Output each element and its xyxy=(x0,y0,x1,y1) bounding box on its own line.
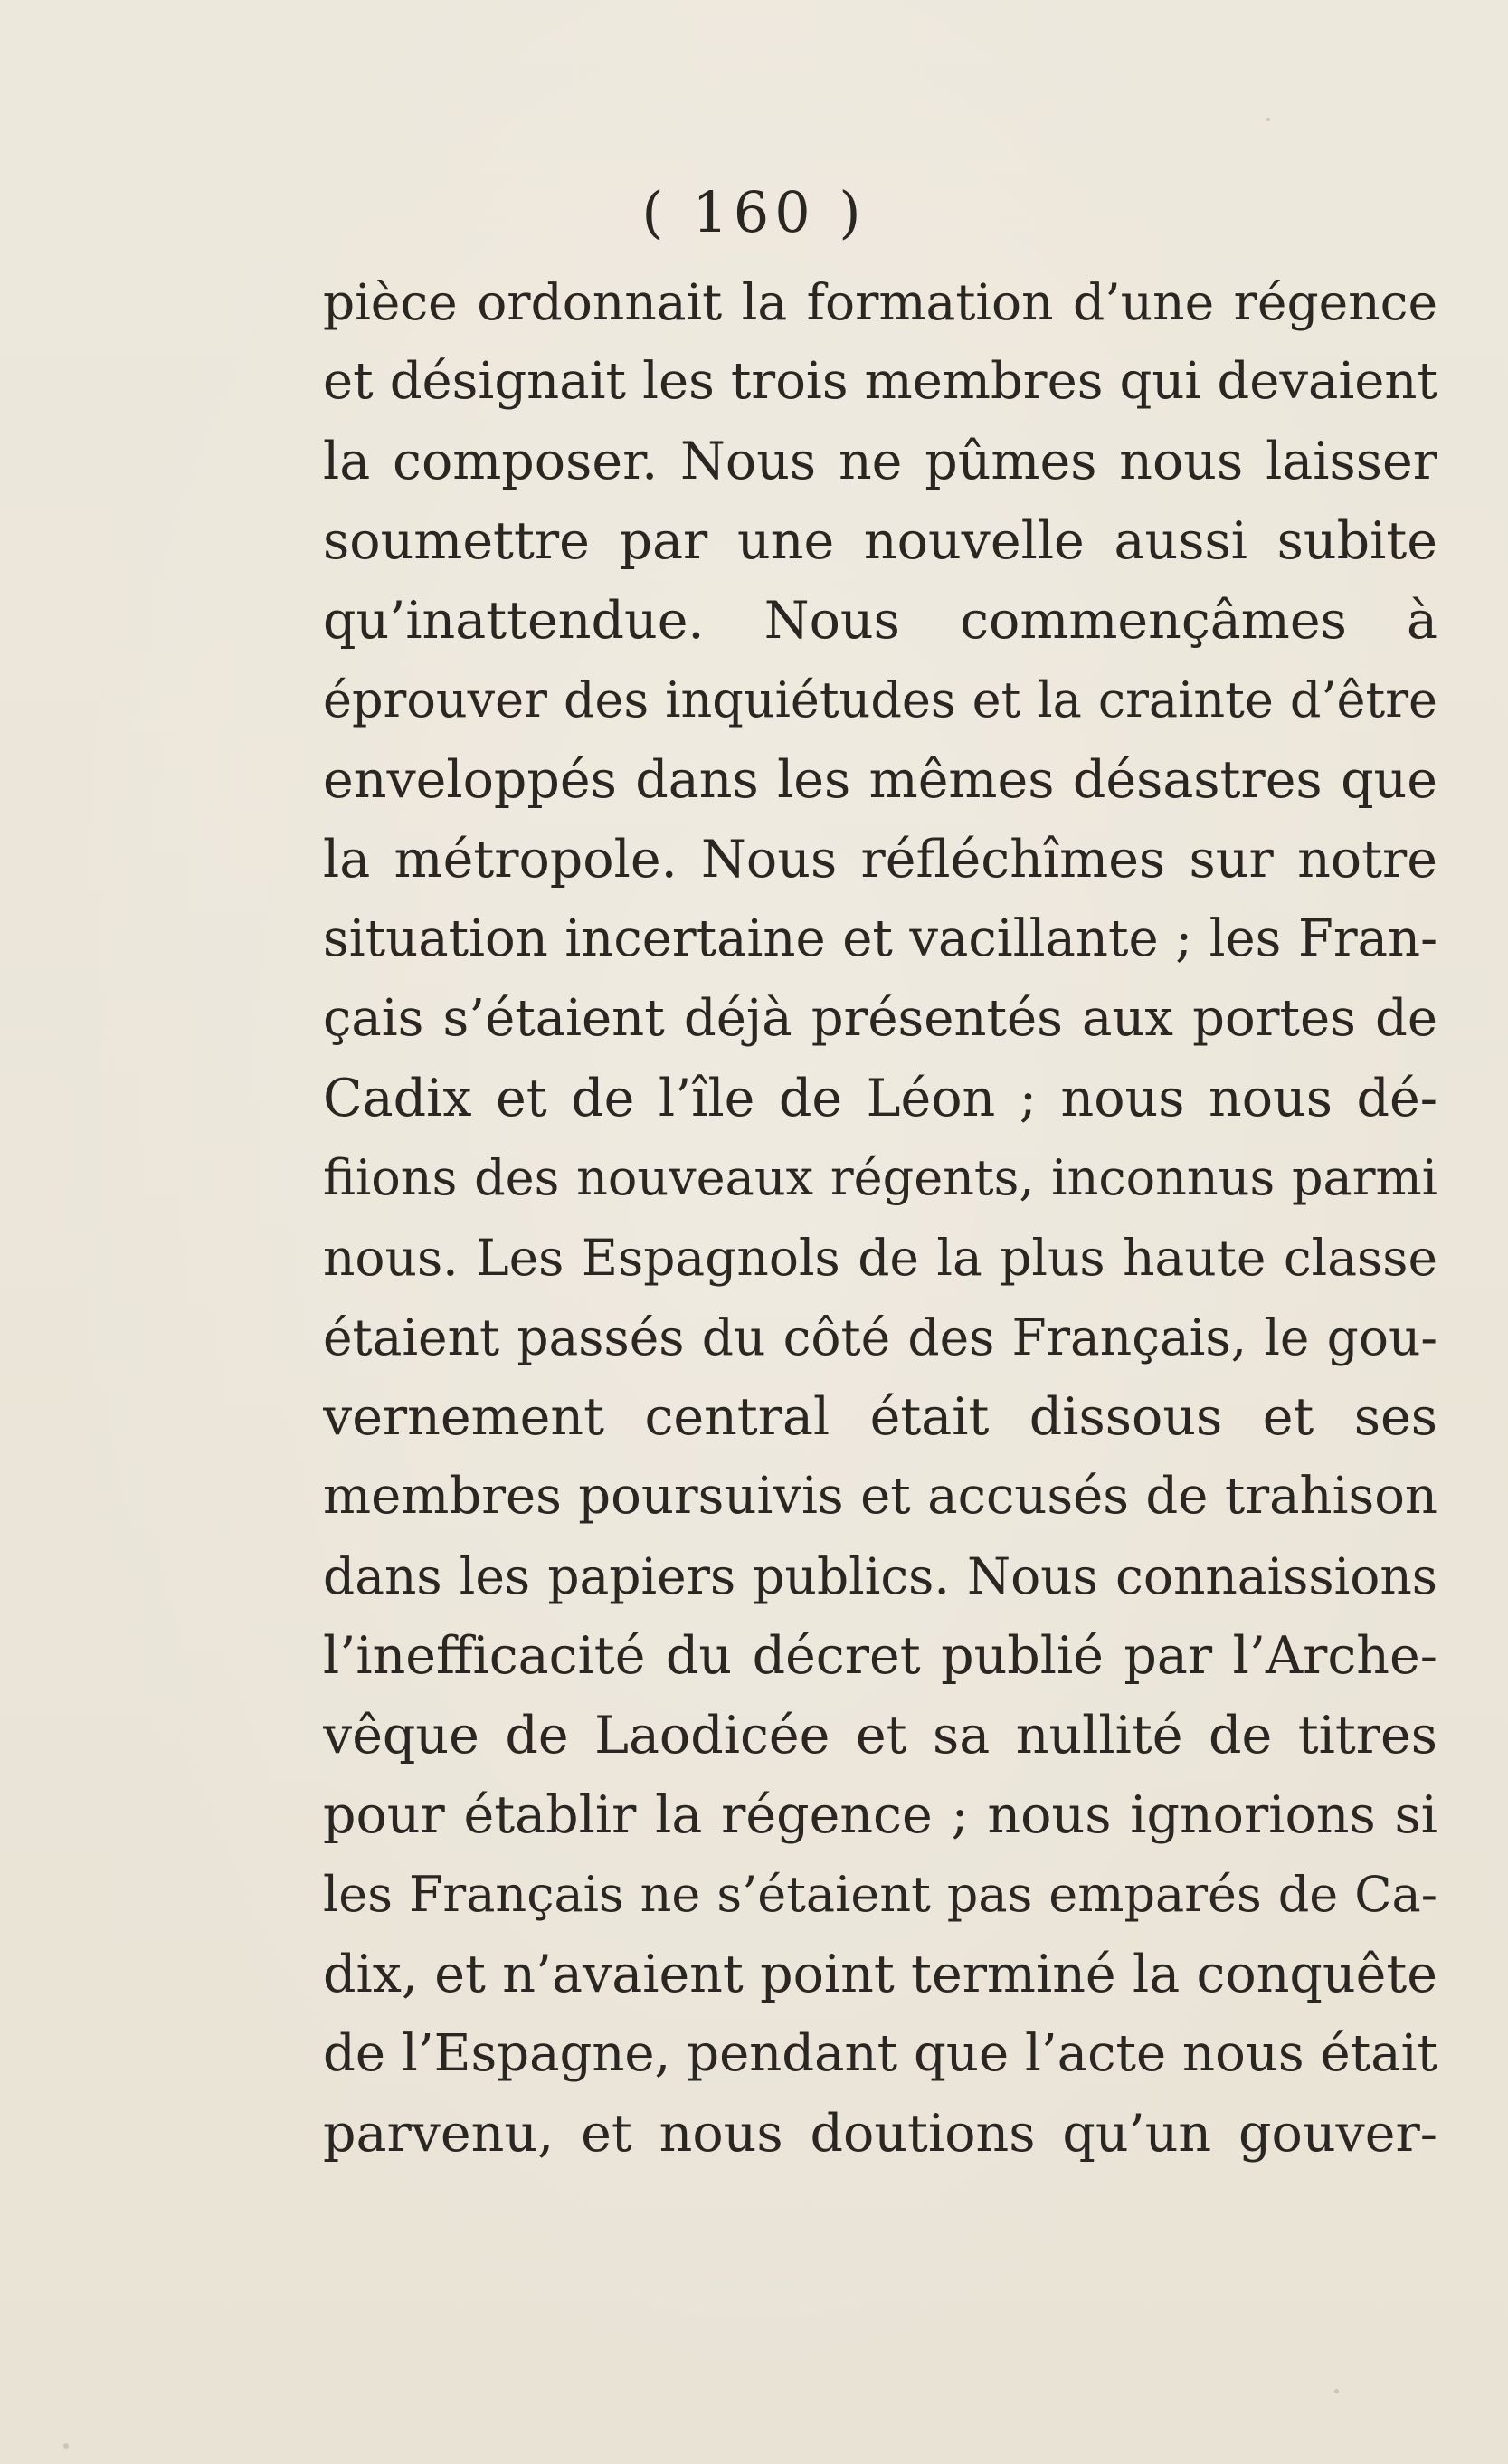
text-line: qu’inattendue. Nous commençâmes à xyxy=(323,591,1437,651)
text-line: nous. Les Espagnols de la plus haute classe xyxy=(323,1229,1437,1287)
paper-speck xyxy=(63,2443,69,2449)
text-line: pièce ordonnait la formation d’une régence xyxy=(323,273,1437,331)
body-text xyxy=(323,262,1437,2174)
text-line: fiions des nouveaux régents, inconnus parmi xyxy=(323,1149,1437,1206)
paper-speck xyxy=(1334,2389,1339,2393)
text-line: parvenu, et nous doutions qu’un gouver- xyxy=(323,2104,1437,2164)
text-line: vêque de Laodicée et sa nullité de titres xyxy=(323,1706,1437,1765)
text-line: étaient passés du côté des Français, le gou- xyxy=(323,1308,1437,1366)
text-line: enveloppés dans les mêmes désastres que xyxy=(323,750,1437,810)
text-line: dans les papiers publics. Nous connaissions xyxy=(323,1547,1437,1605)
text-line: situation incertaine et vacillante ; les Fran- xyxy=(323,909,1437,968)
text-line: éprouver des inquiétudes et la crainte d’être xyxy=(323,671,1437,728)
text-line: vernement central était dissous et ses xyxy=(323,1387,1437,1447)
text-line: la composer. Nous ne pûmes nous laisser xyxy=(323,432,1437,491)
page-number: ( 160 ) xyxy=(641,179,867,245)
text-line: de l’Espagne, pendant que l’acte nous était xyxy=(323,2024,1437,2083)
text-line: et désignait les trois membres qui devaient xyxy=(323,352,1437,411)
text-line: les Français ne s’étaient pas emparés de Ca- xyxy=(323,1866,1437,1923)
text-line: çais s’étaient déjà présentés aux portes de xyxy=(323,989,1437,1048)
text-line: pour établir la régence ; nous ignorions si xyxy=(323,1785,1437,1845)
text-line: dix, et n’avaient point terminé la conquête xyxy=(323,1945,1437,2004)
text-line: l’inefficacité du décret publié par l’Arche- xyxy=(323,1626,1437,1686)
text-line: membres poursuivis et accusés de trahison xyxy=(323,1467,1437,1526)
text-line: la métropole. Nous réfléchîmes sur notre xyxy=(323,830,1437,890)
text-line: Cadix et de l’île de Léon ; nous nous dé- xyxy=(323,1069,1437,1128)
text-line: soumettre par une nouvelle aussi subite xyxy=(323,511,1437,571)
paper-speck xyxy=(1266,118,1270,121)
